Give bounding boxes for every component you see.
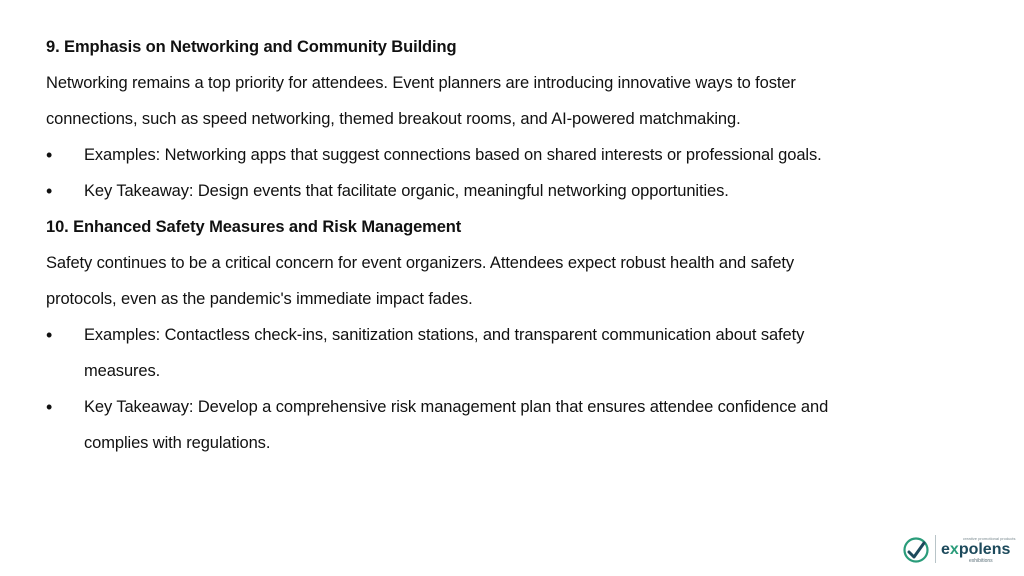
logo-top-text: creative promotional products	[963, 536, 1016, 541]
bullet-text-line: Examples: Networking apps that suggest connections based on shared interests or professional goals.	[84, 146, 822, 164]
bullet-icon: •	[46, 145, 53, 165]
section-9-heading: 9. Emphasis on Networking and Community Building	[46, 38, 457, 56]
expolens-logo	[903, 534, 1016, 566]
section-10-heading: 10. Enhanced Safety Measures and Risk Management	[46, 218, 462, 236]
bullet-text-line: Key Takeaway: Develop a comprehensive risk management plan that ensures attendee confidence and	[84, 398, 829, 416]
bullet-text-line: Examples: Contactless check-ins, sanitization stations, and transparent communication about safety	[84, 326, 805, 344]
bullet-text-line: Key Takeaway: Design events that facilitate organic, meaningful networking opportunities.	[84, 182, 729, 200]
section-9-bullet-takeaway	[46, 173, 976, 209]
section-10-bullet-examples	[46, 317, 976, 389]
bullet-text-line: complies with regulations.	[84, 434, 271, 452]
section-9-bullet-examples	[46, 137, 976, 173]
logo-divider	[935, 535, 936, 563]
section-10-paragraph-line-1: Safety continues to be a critical concern for event organizers. Attendees expect robust health and safety	[46, 254, 795, 272]
slide-content	[46, 29, 976, 461]
section-9-paragraph-line-1: Networking remains a top priority for attendees. Event planners are introducing innovative ways to foster	[46, 74, 796, 92]
leaf-check-logo-icon	[903, 537, 929, 563]
section-10-bullet-takeaway	[46, 389, 976, 461]
bullet-icon: •	[46, 325, 53, 345]
logo-wordmark: expolens	[941, 541, 1011, 558]
bullet-text-line: measures.	[84, 362, 161, 380]
bullet-icon: •	[46, 181, 53, 201]
logo-subtitle: exhibitions	[969, 558, 993, 564]
section-10-paragraph-line-2: protocols, even as the pandemic's immediate impact fades.	[46, 290, 473, 308]
section-9-paragraph-line-2: connections, such as speed networking, themed breakout rooms, and AI-powered matchmaking.	[46, 110, 741, 128]
bullet-icon: •	[46, 397, 53, 417]
